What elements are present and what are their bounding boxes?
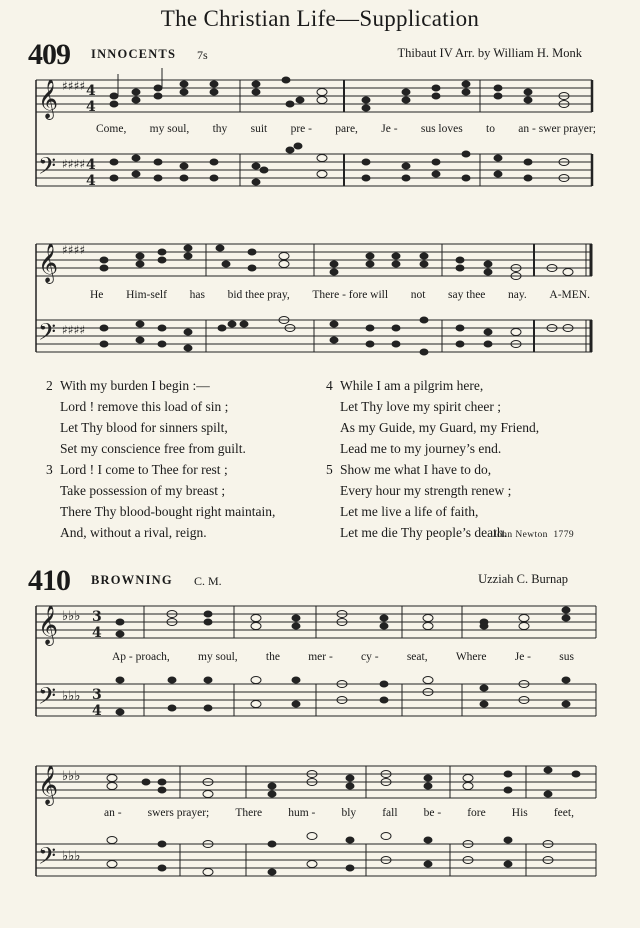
hymn-409-verse-2 — [46, 375, 246, 459]
lyric-syllable: There — [235, 807, 263, 819]
svg-text:♯♯♯♯: ♯♯♯♯ — [62, 323, 86, 337]
lyric-syllable: pre - — [290, 123, 312, 135]
svg-text:𝄢: 𝄢 — [38, 842, 57, 875]
lyric-syllable: suit — [250, 123, 268, 135]
svg-text:♯♯♯♯: ♯♯♯♯ — [62, 157, 86, 171]
verse-number: 4 — [326, 378, 333, 393]
lyric-syllable: to — [486, 123, 495, 135]
lyric-syllable: seat, — [406, 651, 428, 663]
lyric-syllable: hum - — [288, 807, 316, 819]
verse-line: Every hour my strength renew ; — [340, 483, 512, 498]
hymn-409-author-credit — [493, 530, 574, 540]
verse-line: And, without a rival, reign. — [60, 525, 207, 540]
lyric-syllable: bid thee pray, — [227, 289, 290, 301]
hymn-410-composer: Uzziah C. Burnap — [478, 572, 568, 586]
lyric-syllable: has — [189, 289, 205, 301]
lyric-syllable: pare, — [335, 123, 358, 135]
lyric-syllable: my soul, — [198, 651, 238, 663]
lyric-syllable: Je - — [381, 123, 398, 135]
svg-text:♭♭♭: ♭♭♭ — [62, 609, 81, 624]
hymn-409-verse-3 — [46, 459, 275, 543]
verse-line: Set my conscience free from guilt. — [60, 441, 246, 456]
verse-number: 5 — [326, 462, 333, 477]
hymn-410-system-2-score — [0, 754, 640, 904]
hymn-409-system-1-score — [0, 68, 640, 208]
lyric-syllable: an - — [104, 807, 122, 819]
lyric-syllable: There - fore will — [312, 289, 389, 301]
verse-line: Let Thy blood for sinners spilt, — [60, 420, 228, 435]
hymn-409-lyrics-line-2 — [90, 289, 590, 301]
hymn-409-lyrics-line-1 — [96, 123, 596, 135]
svg-text:♯♯♯♯: ♯♯♯♯ — [62, 243, 86, 257]
verse-line: While I am a pilgrim here, — [340, 378, 484, 393]
lyric-syllable: fall — [382, 807, 398, 819]
svg-text:𝄢: 𝄢 — [38, 318, 57, 351]
lyric-syllable: Him-self — [126, 289, 167, 301]
hymn-410-lyrics-line-2 — [104, 807, 574, 819]
verse-line: With my burden I begin :— — [60, 378, 210, 393]
hymn-410-tune-name: BROWNING — [91, 573, 173, 587]
hymn-410-meter: C. M. — [194, 574, 222, 588]
hymn-409-number: 409 — [28, 38, 70, 71]
svg-text:4: 4 — [86, 157, 96, 173]
svg-text:𝄢: 𝄢 — [38, 152, 57, 185]
author-year: 1779 — [553, 530, 574, 540]
svg-text:4: 4 — [86, 173, 96, 189]
lyric-syllable: be - — [423, 807, 442, 819]
lyric-syllable: thy — [212, 123, 228, 135]
hymn-409-verse-4 — [326, 375, 539, 459]
verse-line: Let me live a life of faith, — [340, 504, 479, 519]
lyric-syllable: bly — [341, 807, 357, 819]
verse-number: 2 — [46, 378, 53, 393]
lyric-syllable: mer - — [308, 651, 333, 663]
svg-text:♭♭♭: ♭♭♭ — [62, 689, 81, 704]
hymn-410-system-1-score — [0, 594, 640, 734]
lyric-syllable: sus loves — [420, 123, 463, 135]
hymn-409-meter: 7s — [197, 48, 208, 62]
svg-text:𝄢: 𝄢 — [38, 682, 57, 715]
svg-text:4: 4 — [86, 99, 96, 115]
lyric-syllable: fore — [467, 807, 486, 819]
verse-number: 3 — [46, 462, 53, 477]
svg-text:4: 4 — [92, 625, 102, 641]
svg-text:4: 4 — [86, 83, 96, 99]
lyric-syllable: A-MEN. — [549, 289, 590, 301]
hymn-409-tune-name: INNOCENTS — [91, 47, 177, 61]
svg-text:3: 3 — [92, 609, 102, 625]
lyric-syllable: Ap - proach, — [112, 651, 170, 663]
lyric-syllable: my soul, — [149, 123, 190, 135]
svg-text:4: 4 — [92, 703, 102, 719]
lyric-syllable: nay. — [508, 289, 527, 301]
verse-line: Show me what I have to do, — [340, 462, 492, 477]
verse-line: There Thy blood-bought right maintain, — [60, 504, 276, 519]
verse-line: Lord ! remove this load of sin ; — [60, 399, 229, 414]
verse-line: As my Guide, my Guard, my Friend, — [340, 420, 540, 435]
verse-line: Lord ! I come to Thee for rest ; — [60, 462, 228, 477]
lyric-syllable: the — [265, 651, 280, 663]
svg-text:♭♭♭: ♭♭♭ — [62, 769, 81, 784]
verse-line: Let me die Thy people’s death. — [340, 525, 507, 540]
lyric-syllable: Where — [455, 651, 487, 663]
svg-text:𝄞: 𝄞 — [38, 765, 59, 805]
hymn-410-lyrics-line-1 — [112, 651, 574, 663]
lyric-syllable: say thee — [448, 289, 486, 301]
lyric-syllable: His — [511, 807, 528, 819]
hymn-410-number: 410 — [28, 564, 70, 597]
svg-text:♯♯♯♯: ♯♯♯♯ — [62, 79, 86, 93]
lyric-syllable: He — [90, 289, 104, 301]
svg-text:𝄞: 𝄞 — [38, 243, 59, 283]
author-name: John Newton — [493, 530, 548, 540]
page-title: The Christian Life—Supplication — [160, 6, 480, 31]
svg-text:𝄞: 𝄞 — [38, 605, 59, 645]
verse-line: Lead me to my journey’s end. — [340, 441, 502, 456]
svg-text:♭♭♭: ♭♭♭ — [62, 849, 81, 864]
lyric-syllable: sus — [559, 651, 574, 663]
lyric-syllable: cy - — [361, 651, 379, 663]
svg-text:3: 3 — [92, 687, 102, 703]
lyric-syllable: Je - — [514, 651, 532, 663]
hymn-409-verse-5 — [326, 459, 511, 543]
lyric-syllable: not — [410, 289, 426, 301]
lyric-syllable: Come, — [96, 123, 127, 135]
verse-line: Let Thy love my spirit cheer ; — [340, 399, 501, 414]
lyric-syllable: an - swer prayer; — [518, 123, 596, 135]
svg-text:𝄞: 𝄞 — [38, 79, 59, 119]
verse-line: Take possession of my breast ; — [60, 483, 226, 498]
lyric-syllable: feet, — [553, 807, 574, 819]
hymn-409-composer: Thibaut IV Arr. by William H. Monk — [397, 46, 582, 60]
lyric-syllable: swers prayer; — [147, 807, 210, 819]
